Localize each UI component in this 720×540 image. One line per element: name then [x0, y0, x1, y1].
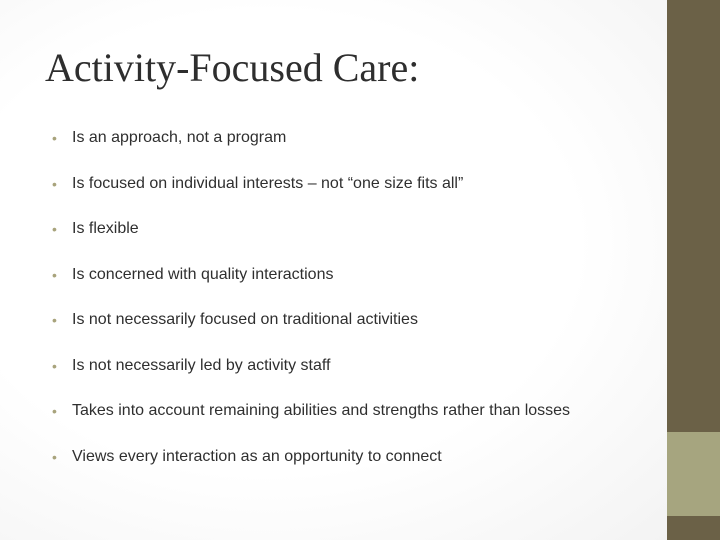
- bullet-item: [52, 446, 662, 492]
- bullet-item: [52, 218, 662, 264]
- bullet-text: Is an approach, not a program: [72, 129, 287, 146]
- bullet-marker: •: [52, 357, 57, 374]
- bullet-marker: •: [52, 403, 57, 419]
- bullet-item: [52, 127, 662, 173]
- bullet-item: [52, 173, 662, 219]
- bullet-marker: •: [52, 221, 57, 237]
- bullet-marker: •: [52, 266, 57, 283]
- bullet-text: Is not necessarily led by activity staff: [72, 356, 331, 374]
- bullet-text: Is flexible: [72, 220, 139, 237]
- bullet-text: Views every interaction as an opportunity to connect: [72, 447, 442, 465]
- bullet-list: [52, 127, 662, 491]
- bullet-text: Takes into account remaining abilities and strengths rather than losses: [72, 402, 571, 419]
- bullet-text: Is not necessarily focused on traditional activities: [72, 311, 418, 328]
- bullet-text: Is focused on individual interests – not “one size fits all”: [72, 174, 464, 192]
- bullet-marker: •: [52, 175, 57, 192]
- sidebar-decoration-accent: [667, 432, 720, 540]
- sidebar-decoration-dark: [667, 0, 720, 432]
- bullet-marker: •: [52, 448, 57, 465]
- bullet-item: [52, 355, 662, 401]
- bullet-item: [52, 264, 662, 310]
- bullet-marker: •: [52, 312, 57, 328]
- bullet-item: [52, 400, 662, 446]
- slide-title: Activity-Focused Care:: [45, 45, 420, 90]
- bullet-item: [52, 309, 662, 355]
- bullet-marker: •: [52, 130, 57, 146]
- bullet-text: Is concerned with quality interactions: [72, 265, 334, 283]
